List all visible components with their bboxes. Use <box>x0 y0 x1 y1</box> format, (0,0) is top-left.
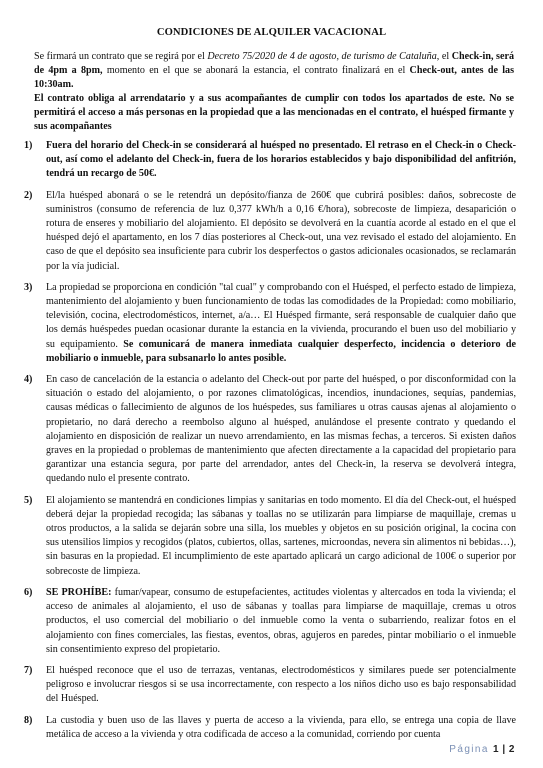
item-number: 4) <box>24 374 33 386</box>
document-title: CONDICIONES DE ALQUILER VACACIONAL <box>156 27 387 38</box>
item-text: El/la huésped abonará o se le retendrá un depósito/fianza de 260€ que cubrirá posibles: daños, sobrecoste de suministros (consumo de referencia de luz 0,377 kWh/h a 0,16 €/hora), sobrecoste de limpieza, desaparición o rotura de enseres y mobiliario del alojamiento. El depósito se devolverá en la cuantía acorde al estado en el que el huésped dejó el apartamento, en los 7 días posteriores al Check-out, una vez revisado el estado del alojamiento. En caso de que el depósito sea insuficiente para cubrir los desperfectos o gastos adicionales ocasionados, se reclamarán por la vía judicial. <box>46 189 516 272</box>
condition-item-7 <box>24 664 516 707</box>
item-text: El huésped reconoce que el uso de terrazas, ventanas, electrodomésticos y similares puede ser potencialmente peligroso e involucrar riesgos si se usa incorrectamente, con respecto a los niños dicho uso es bajo responsabilidad del Huésped. <box>46 664 516 705</box>
item-number: 1) <box>24 140 33 151</box>
condition-item-1 <box>24 139 516 182</box>
item-number: 2) <box>24 189 33 201</box>
condition-item-2 <box>24 189 516 274</box>
item-number: 6) <box>24 586 33 598</box>
intro-text-3: momento en el que se abonará la estancia, el contrato finalizará en el <box>102 65 410 77</box>
condition-item-4 <box>24 373 516 487</box>
item-number: 8) <box>24 714 33 726</box>
item-text: En caso de cancelación de la estancia o adelanto del Check-out por parte del huésped, o por disconformidad con la situación o estado del alojamiento, o por razones climatológicas, incendios, inundaciones, sequías, pandemias, causas médicas o fallecimiento de algunos de los huéspedes, sus familiares u otras causas ajenas al alojamiento o propietario, no dará derecho a reembolso alguno al huésped, anulándose el presente contrato y quedando el alojamiento en disposición de realizar un nuevo arrendamiento, en las mismas fechas, a terceros. Si existen daños graves en la propiedad o problemas de mantenimiento que afecten directamente a la capacidad del propietario para garantizar una estancia segura, por parte del arrendador, antes del Check-in, la reserva se devolverá íntegra, quedando nulo el presente contrato. <box>46 374 516 485</box>
condition-item-3 <box>24 281 516 366</box>
decree-reference: Decreto 75/2020 de 4 de agosto, de turismo de Cataluña <box>207 51 437 62</box>
intro-paragraph <box>34 50 514 135</box>
conditions-list <box>24 139 516 749</box>
page-number: 1 | 2 <box>493 744 515 755</box>
intro-text-2: , el <box>436 51 452 62</box>
item-text: fumar/vapear, consumo de estupefacientes, actitudes violentas y altercados en toda la vivienda; el acceso de animales al alojamiento, el uso de sábanas y toallas para limpiarse de maquillaje, cremas u otros productos, el uso comercial del mobiliario o del inmueble como la venta o subarriendo, realizar fotos en el alojamiento con fines comerciales, las fiestas, eventos, obras, agujeros en paredes, pintar mobiliario o el inmueble sin consentimiento expreso del propietario. <box>46 586 516 655</box>
item-text: La custodia y buen uso de las llaves y puerta de acceso a la vivienda, para ello, se entrega una copia de llave metálica de acceso a la vivienda y otra codificada de acceso a la comunidad, corriendo por cuenta <box>46 714 516 740</box>
item-text: La propiedad se proporciona en condición "tal cual" y comprobando con el Huésped, el perfecto estado de limpieza, mantenimiento del alojamiento y buen funcionamiento de todas las comodidades de la Propiedad: como mobiliario, televisión, cocina, electrodomésticos, internet, a/a… El Huésped firmante, será responsable de cualquier daño que los demás huéspedes puedan ocasionar durante la estancia en la vivienda, procurando el buen uso del mobiliario y su equipamiento. <box>46 281 516 350</box>
item-bold-text: Se comunicará de manera inmediata cualquier desperfecto, incidencia o deterioro de mobiliario o inmueble, para subsanarlo lo antes posible. <box>46 338 517 364</box>
checkin-hours: Check-in, será de 4pm a 8pm, <box>34 51 514 77</box>
page-label: Página <box>449 744 489 755</box>
page-footer <box>449 744 515 755</box>
condition-item-5 <box>24 494 516 579</box>
item-bold-text: Fuera del horario del Check-in se considerará al huésped no presentado. El retraso en el Check-in o Check-out, así como el adelanto del Check-in, fuera de los horarios establecidos y bajo disponibilidad del anfitrión, tendrá un recargo de 50€. <box>46 140 516 180</box>
item-number: 3) <box>24 281 33 293</box>
intro-obligation: El contrato obliga al arrendatario y a sus acompañantes de cumplir con todos los apartados de este. No se permitirá el acceso a más personas en la propiedad que a las mencionadas en el contrato, el huésped firmante y sus acompañantes <box>34 93 514 133</box>
checkout-hours: Check-out, antes de las 10:30am. <box>34 65 514 91</box>
item-text: El alojamiento se mantendrá en condiciones limpias y sanitarias en todo momento. El día del Check-out, el huésped deberá dejar la propiedad recogida; las sábanas y toallas no se utilizarán para limpiarse de maquillaje, cremas u otros productos, a la salida se dejarán sobre una silla, los muebles y objetos en su posición original, la cocina con sus utensilios limpios y recogidos (platos, cubiertos, ollas, sartenes, microondas, nevera sin alimentos ni bebidas…), sin basuras en la propiedad. El incumplimiento de este apartado aplicará un cargo adicional de 100€ o superior por sobrecoste de limpieza. <box>46 494 516 577</box>
item-bold-text: SE PROHÍBE: <box>46 586 112 598</box>
item-number: 7) <box>24 664 33 676</box>
condition-item-8 <box>24 714 516 742</box>
item-number: 5) <box>24 494 33 506</box>
intro-text-1: Se firmará un contrato que se regirá por el <box>34 51 208 62</box>
condition-item-6 <box>24 586 516 657</box>
